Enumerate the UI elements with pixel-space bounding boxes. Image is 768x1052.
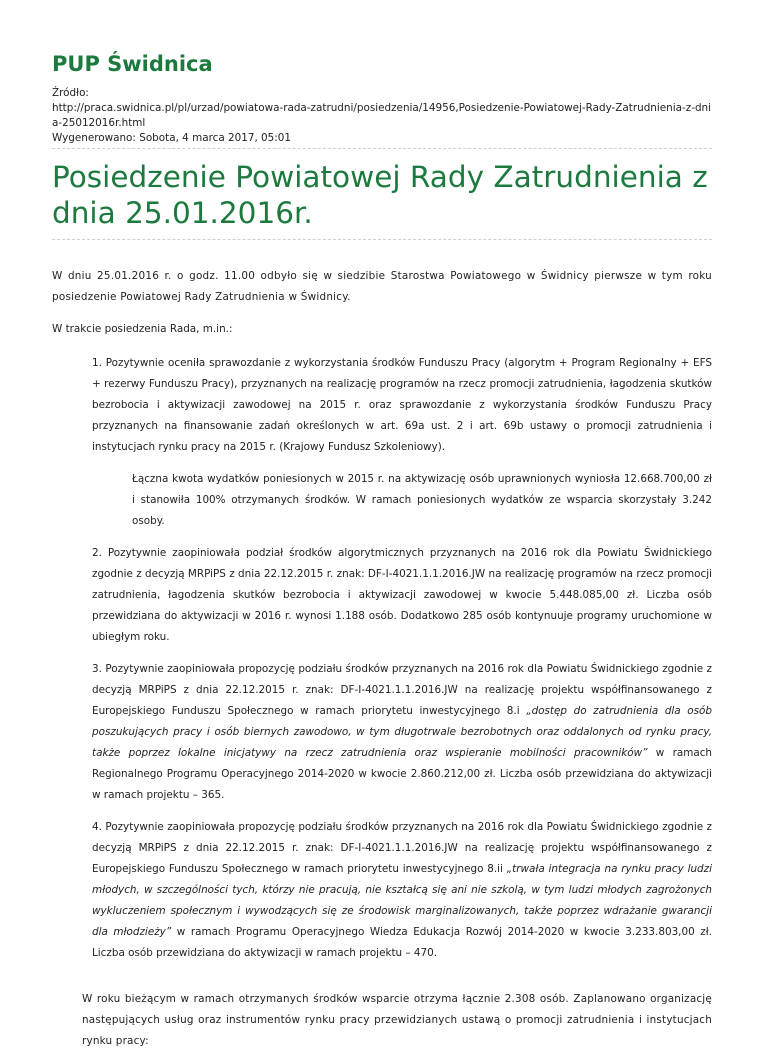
article-title: Posiedzenie Powiatowej Rady Zatrudnienia z dnia 25.01.2016r. <box>52 160 708 230</box>
list-item-3-tail: w ramach Regionalnego Programu Operacyjnego 2014-2020 w kwocie 2.860.212,00 zł. Liczba osób przewidziana do aktywizacji w ramach projektu – 365. <box>92 747 713 801</box>
list-item-1-summary: Łączna kwota wydatków poniesionych w 2015 r. na aktywizację osób uprawnionych wyniosła 12.668.700,00 zł i stanowiła 100% otrzymanych środków. W ramach poniesionych wydatków ze wsparcia skorzystały 3.242 osoby. <box>132 473 712 527</box>
source-label: Źródło: <box>52 87 89 99</box>
source-url[interactable]: http://praca.swidnica.pl/pl/urzad/powiatowa-rada-zatrudni/posiedzenia/14956,Posiedzenie-Powiatowej-Rady-Zatrudnienia-z-dnia-25012016r.html <box>52 102 712 129</box>
list-item-3 <box>52 659 712 806</box>
source-block <box>52 86 712 146</box>
list-item-3-quote: „dostęp do zatrudnienia dla osób poszukujących pracy i osób biernych zawodowo, w tym długotrwale bezrobotnych oraz oddalonych od rynku pracy, także poprzez lokalne inicjatywy na rzecz zatrudnienia oraz wspieranie mobilności pracowników” <box>92 705 712 759</box>
list-item-1: 1. Pozytywnie oceniła sprawozdanie z wykorzystania środków Funduszu Pracy (algorytm + Program Regionalny + EFS + rezerwy Funduszu Pracy), przyznanych na realizację programów na rzecz promocji zatrudnienia, łagodzenia skutków bezrobocia i aktywizacji zawodowej na 2015 r. oraz sprawozdanie z wykorzystania środków Funduszu Pracy przyznanych na finansowanie zadań określonych w art. 69a ust. 2 i art. 69b ustawy o promocji zatrudnienia i instytucjach rynku pracy na 2015 r. (Krajowy Fundusz Szkoleniowy). <box>92 357 712 453</box>
lead-paragraph: W trakcie posiedzenia Rada, m.in.: <box>52 323 233 335</box>
list-item-2: 2. Pozytywnie zaopiniowała podział środków algorytmicznych przyznanych na 2016 rok dla Powiatu Świdnickiego zgodnie z decyzją MRPiPS z dnia 22.12.2015 r. znak: DF-I-4021.1.1.2016.JW na realizację programów na rzecz promocji zatrudnienia, łagodzenia skutków bezrobocia i aktywizacji zawodowej w kwocie 5.448.085,00 zł. Liczba osób przewidziana do aktywizacji w 2016 r. wynosi 1.188 osób. Dodatkowo 285 osób kontynuuje programy uruchomione w ubiegłym roku. <box>92 547 712 643</box>
article-body <box>52 266 712 1052</box>
divider-title <box>52 239 712 240</box>
generated-timestamp: Wygenerowano: Sobota, 4 marca 2017, 05:01 <box>52 132 291 144</box>
list-item-4 <box>52 817 712 964</box>
divider-top <box>52 148 712 149</box>
list-item-4-tail: w ramach Programu Operacyjnego Wiedza Edukacja Rozwój 2014-2020 w kwocie 3.233.803,00 zł. Liczba osób przewidziana do aktywizacji w ramach projektu – 470. <box>92 926 712 959</box>
closing-paragraph: W roku bieżącym w ramach otrzymanych środków wsparcie otrzyma łącznie 2.308 osób. Zaplanowano organizację następujących usług oraz instrumentów rynku pracy przewidzianych ustawą o promocji zatrudnienia i instytucjach rynku pracy: <box>82 993 712 1047</box>
intro-paragraph: W dniu 25.01.2016 r. o godz. 11.00 odbyło się w siedzibie Starostwa Powiatowego w Świdnicy pierwsze w tym roku posiedzenie Powiatowej Rady Zatrudnienia w Świdnicy. <box>52 270 712 303</box>
list-item-4-text: 4. Pozytywnie zaopiniowała propozycję podziału środków przyznanych na 2016 rok dla Powiatu Świdnickiego zgodnie z decyzją MRPiPS z dnia 22.12.2015 r. znak: DF-I-4021.1.1.2016.JW na realizację projektu współfinansowanego z Europejskiego Funduszu Społecznego w ramach priorytetu inwestycyjnego 8.ii <box>92 821 712 875</box>
list-item-4-quote: „trwała integracja na rynku pracy ludzi młodych, w szczególności tych, którzy nie pracują, nie kształcą się ani nie szkolą, w tym ludzi młodych zagrożonych wykluczeniem społecznym i wywodzących się ze środowisk marginalizowanych, także poprzez wdrażanie gwarancji dla młodzieży” <box>92 863 712 938</box>
list-item-3-text: 3. Pozytywnie zaopiniowała propozycję podziału środków przyznanych na 2016 rok dla Powiatu Świdnickiego zgodnie z decyzją MRPiPS z dnia 22.12.2015 r. znak: DF-I-4021.1.1.2016.JW na realizację projektu współfinansowanego z Europejskiego Funduszu Społecznego w ramach priorytetu inwestycyjnego 8.i <box>92 663 712 717</box>
site-title: PUP Świdnica <box>52 52 213 76</box>
